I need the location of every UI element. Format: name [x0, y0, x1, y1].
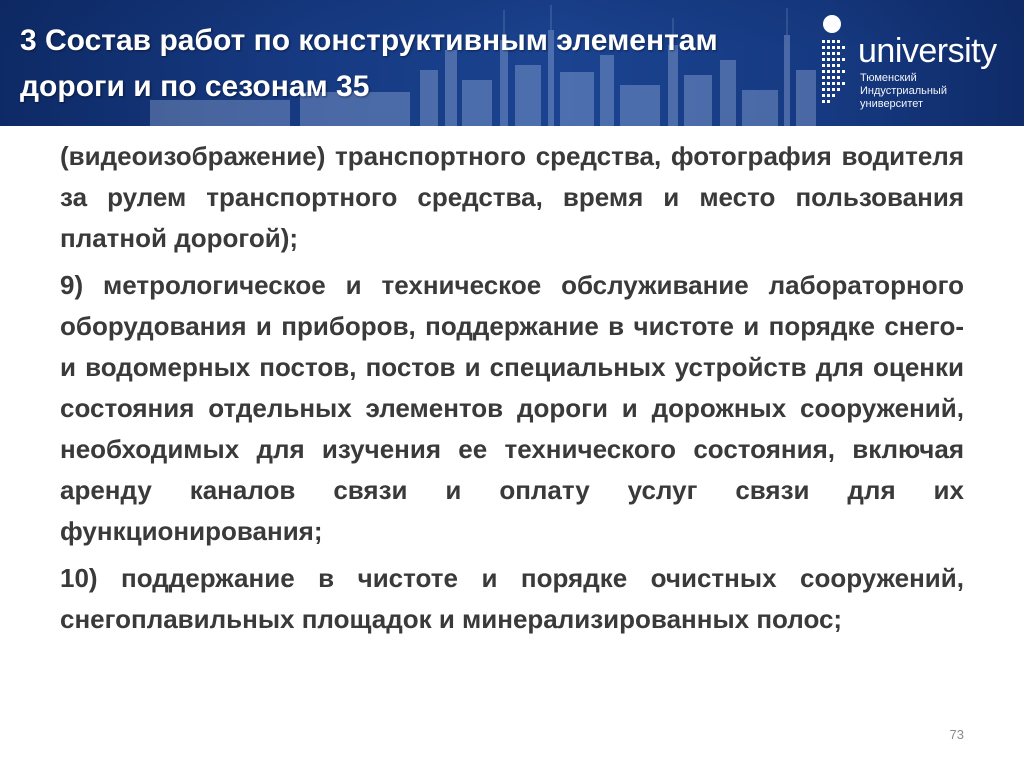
slide-title: 3 Состав работ по конструктивным элементам дороги и по сезонам 35 — [20, 24, 718, 103]
university-logo-icon — [818, 12, 858, 112]
logo-subtitle — [860, 72, 947, 111]
body-paragraph: 10) поддержание в чистоте и порядке очистных сооружений, снегоплавильных площадок и минерализированных полос; — [60, 563, 964, 634]
page-number: 73 — [949, 727, 964, 742]
logo-subtitle-line: Индустриальный — [860, 85, 947, 97]
logo-subtitle-line: университет — [860, 98, 924, 110]
logo-wordmark: university — [858, 32, 997, 70]
slide-header — [0, 0, 1024, 126]
slide-body — [60, 136, 964, 646]
body-paragraph: 9) метрологическое и техническое обслуживание лабораторного оборудования и приборов, поддержание в чистоте и порядке снего- и водомерных постов, постов и специальных устройств для оценки состояния отдельных элементов дороги и дорожных сооружений, необходимых для изучения ее технического состояния, включая аренду каналов связи и оплату услуг связи для их функционирования; — [60, 270, 964, 546]
university-logo — [818, 12, 1008, 112]
body-paragraph: (видеоизображение) транспортного средства, фотография водителя за рулем транспортного средства, время и место пользования платной дорогой); — [60, 141, 964, 253]
logo-subtitle-line: Тюменский — [860, 72, 917, 84]
